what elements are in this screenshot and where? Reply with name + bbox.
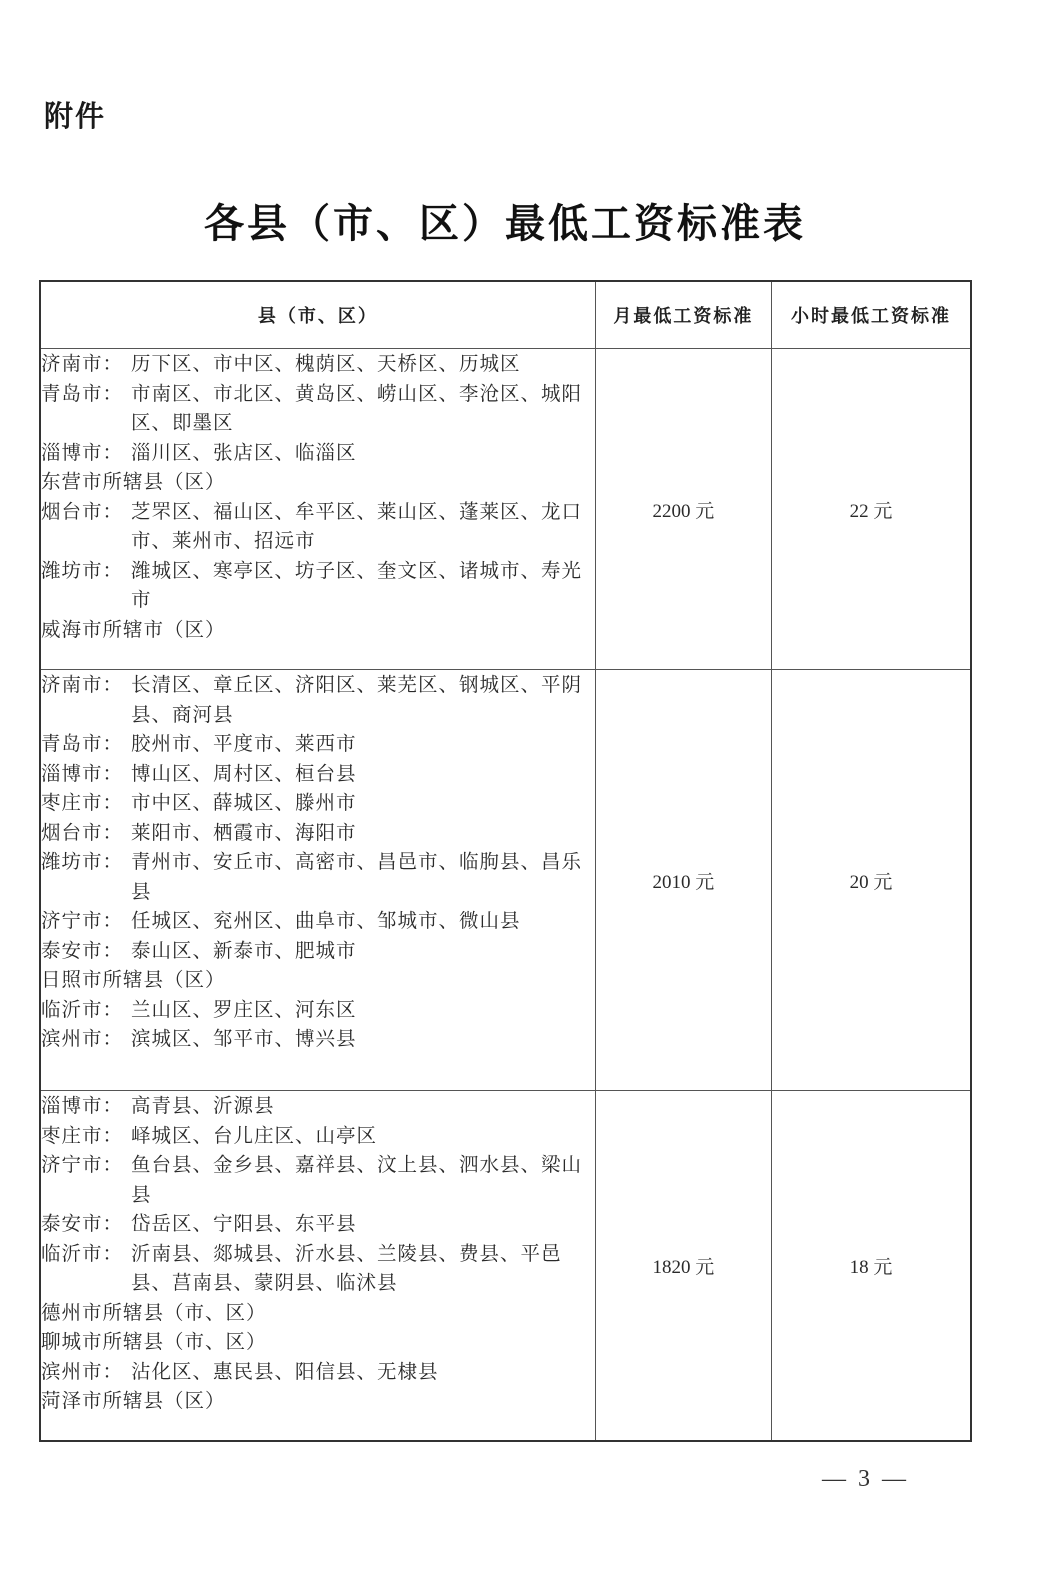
city-name: 济宁市： — [41, 1153, 124, 1176]
area-entry — [41, 1121, 595, 1151]
area-entry — [41, 1024, 595, 1054]
area-entry — [41, 818, 595, 848]
district-list: 长清区、章丘区、济阳区、莱芜区、钢城区、平阴县、商河县 — [131, 673, 583, 726]
city-name: 潍坊市： — [41, 558, 124, 582]
attachment-label: 附件 — [44, 99, 107, 133]
monthly-wage-value: 2010 元 — [595, 670, 771, 1091]
city-name: 枣庄市： — [41, 1123, 124, 1147]
city-name: 烟台市： — [41, 499, 124, 523]
area-entry — [41, 1357, 595, 1387]
district-list: 泰山区、新泰市、肥城市 — [131, 938, 357, 962]
city-name: 济南市： — [41, 352, 124, 375]
area-entry — [41, 1298, 595, 1328]
page-number: — 3 — — [822, 1466, 909, 1492]
district-list: 青州市、安丘市、高密市、昌邑市、临朐县、昌乐县 — [131, 850, 583, 903]
area-summary-text: 聊城市所辖县（市、区） — [41, 1330, 267, 1353]
area-entry — [41, 497, 595, 556]
district-list: 莱阳市、栖霞市、海阳市 — [131, 820, 357, 844]
area-list-cell — [40, 670, 595, 1091]
city-name: 泰安市： — [41, 1212, 124, 1235]
area-list-cell — [40, 349, 595, 670]
area-entry — [41, 847, 595, 906]
area-entry — [41, 1150, 595, 1209]
page-title: 各县（市、区）最低工资标准表 — [204, 200, 806, 247]
area-list-cell — [40, 1091, 595, 1441]
city-name: 泰安市： — [41, 938, 124, 962]
city-name: 滨州市： — [41, 1027, 124, 1050]
area-entry — [41, 379, 595, 438]
monthly-wage-value: 1820 元 — [595, 1091, 771, 1441]
minimum-wage-table — [39, 280, 972, 1442]
hourly-wage-value: 20 元 — [772, 670, 971, 1091]
area-entry — [41, 1327, 595, 1357]
district-list: 博山区、周村区、桓台县 — [131, 761, 357, 785]
area-entry — [41, 965, 595, 995]
area-entry — [41, 670, 595, 729]
district-list: 峄城区、台儿庄区、山亭区 — [131, 1123, 378, 1147]
city-name: 淄博市： — [41, 1094, 124, 1117]
district-list: 淄川区、张店区、临淄区 — [131, 440, 357, 464]
district-list: 胶州市、平度市、莱西市 — [131, 732, 357, 755]
area-entry — [41, 1091, 595, 1121]
area-summary-text: 德州市所辖县（市、区） — [41, 1300, 267, 1324]
district-list: 高青县、沂源县 — [131, 1094, 275, 1117]
area-entry — [41, 438, 595, 468]
city-name: 枣庄市： — [41, 791, 124, 814]
district-list: 历下区、市中区、槐荫区、天桥区、历城区 — [131, 352, 521, 375]
city-name: 青岛市： — [41, 381, 124, 405]
city-name: 烟台市： — [41, 820, 124, 844]
district-list: 岱岳区、宁阳县、东平县 — [131, 1212, 357, 1235]
area-entry — [41, 556, 595, 615]
district-list: 芝罘区、福山区、牟平区、莱山区、蓬莱区、龙口市、莱州市、招远市 — [131, 499, 583, 552]
hourly-wage-value: 22 元 — [772, 349, 971, 670]
district-list: 沾化区、惠民县、阳信县、无棣县 — [131, 1359, 439, 1383]
monthly-column-header: 月最低工资标准 — [595, 281, 771, 349]
area-entry — [41, 1239, 595, 1298]
city-name: 临沂市： — [41, 1241, 124, 1265]
area-entry — [41, 729, 595, 759]
table-row — [40, 349, 971, 670]
area-summary-text: 威海市所辖市（区） — [41, 617, 226, 641]
area-column-header: 县（市、区） — [40, 281, 595, 349]
district-list: 鱼台县、金乡县、嘉祥县、汶上县、泗水县、梁山县 — [131, 1153, 583, 1206]
area-entry — [41, 788, 595, 818]
city-name: 济宁市： — [41, 909, 124, 932]
area-entry — [41, 1209, 595, 1239]
district-list: 沂南县、郯城县、沂水县、兰陵县、费县、平邑县、莒南县、蒙阴县、临沭县 — [131, 1241, 562, 1294]
area-entry — [41, 1386, 595, 1416]
area-entry — [41, 759, 595, 789]
area-entry — [41, 936, 595, 966]
area-summary-text: 东营市所辖县（区） — [41, 470, 226, 493]
area-summary-text: 日照市所辖县（区） — [41, 968, 226, 991]
hourly-column-header: 小时最低工资标准 — [772, 281, 971, 349]
table-row — [40, 670, 971, 1091]
area-entry — [41, 467, 595, 497]
area-summary-text: 菏泽市所辖县（区） — [41, 1389, 226, 1412]
monthly-wage-value: 2200 元 — [595, 349, 771, 670]
city-name: 滨州市： — [41, 1359, 124, 1383]
city-name: 淄博市： — [41, 761, 124, 785]
district-list: 滨城区、邹平市、博兴县 — [131, 1027, 357, 1050]
district-list: 市中区、薛城区、滕州市 — [131, 791, 357, 814]
city-name: 济南市： — [41, 673, 124, 696]
table-body — [40, 349, 971, 1441]
table-header-row — [40, 281, 971, 349]
area-entry — [41, 995, 595, 1025]
hourly-wage-value: 18 元 — [772, 1091, 971, 1441]
table-row — [40, 1091, 971, 1441]
area-entry — [41, 615, 595, 645]
district-list: 潍城区、寒亭区、坊子区、奎文区、诸城市、寿光市 — [131, 558, 583, 611]
city-name: 临沂市： — [41, 997, 124, 1021]
district-list: 任城区、兖州区、曲阜市、邹城市、微山县 — [131, 909, 521, 932]
city-name: 潍坊市： — [41, 850, 124, 873]
city-name: 淄博市： — [41, 440, 124, 464]
area-entry — [41, 349, 595, 379]
district-list: 兰山区、罗庄区、河东区 — [131, 997, 357, 1021]
area-entry — [41, 906, 595, 936]
district-list: 市南区、市北区、黄岛区、崂山区、李沧区、城阳区、即墨区 — [131, 381, 583, 434]
city-name: 青岛市： — [41, 732, 124, 755]
